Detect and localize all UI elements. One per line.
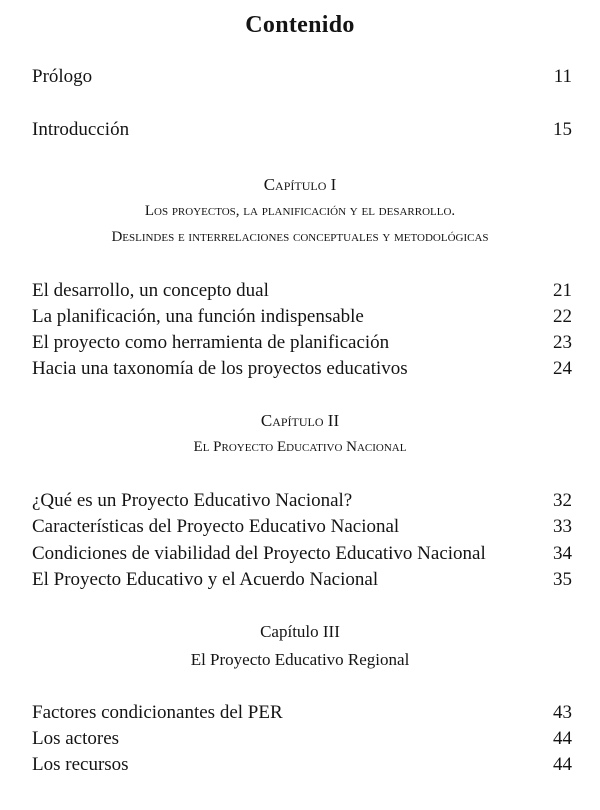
toc-entry-label: Introducción xyxy=(32,119,130,140)
toc-entry-label: Los actores xyxy=(32,728,120,749)
toc-entry-page: 33 xyxy=(553,516,572,537)
toc-entry-page: 34 xyxy=(553,543,572,564)
toc-entry-label: Factores condicionantes del PER xyxy=(32,702,283,723)
toc-entry-introduccion xyxy=(32,119,572,143)
toc-entry-page: 35 xyxy=(553,569,572,590)
toc-entry-page: 32 xyxy=(553,490,572,511)
toc-entry xyxy=(32,306,572,330)
toc-entry xyxy=(32,358,572,382)
toc-entry-page: 44 xyxy=(553,754,572,775)
chapter-1-heading: Capítulo I xyxy=(263,175,337,194)
toc-entry-label: ¿Qué es un Proyecto Educativo Nacional? xyxy=(32,490,353,511)
toc-entry xyxy=(32,702,572,726)
toc-entry xyxy=(32,543,572,567)
toc-entry xyxy=(32,490,572,514)
toc-entry-label: Características del Proyecto Educativo Nacional xyxy=(32,516,400,537)
chapter-2-heading: Capítulo II xyxy=(260,411,340,430)
toc-entry xyxy=(32,754,572,778)
toc-entry-page: 44 xyxy=(553,728,572,749)
toc-entry-page: 22 xyxy=(553,306,572,327)
toc-entry xyxy=(32,516,572,540)
chapter-1-subtitle-line-2: Deslindes e interrelaciones conceptuales y metodológicas xyxy=(111,229,489,245)
toc-entry-prologo xyxy=(32,66,572,90)
chapter-3-heading: Capítulo III xyxy=(260,622,340,641)
toc-entry-label: El desarrollo, un concepto dual xyxy=(32,280,269,301)
toc-entry xyxy=(32,569,572,593)
chapter-1-subtitle-line-1: Los proyectos, la planificación y el desarrollo. xyxy=(144,203,456,219)
toc-entry-label: El proyecto como herramienta de planificación xyxy=(32,332,390,353)
toc-entry-label: Prólogo xyxy=(32,66,93,87)
toc-entry-label: Hacia una taxonomía de los proyectos educativos xyxy=(32,358,408,379)
toc-entry xyxy=(32,332,572,356)
toc-entry-page: 43 xyxy=(553,702,572,723)
toc-entry-page: 21 xyxy=(553,280,572,301)
toc-entry-page: 23 xyxy=(553,332,572,353)
toc-entry xyxy=(32,280,572,304)
page-title: Contenido xyxy=(245,12,355,38)
toc-entry-label: Condiciones de viabilidad del Proyecto Educativo Nacional xyxy=(32,543,486,564)
toc-entry-page: 11 xyxy=(553,66,572,87)
toc-entry-label: Los recursos xyxy=(32,754,129,775)
toc-entry-label: El Proyecto Educativo y el Acuerdo Nacional xyxy=(32,569,379,590)
chapter-3-subtitle: El Proyecto Educativo Regional xyxy=(190,650,410,669)
toc-entry-page: 24 xyxy=(553,358,572,379)
toc-entry-label: La planificación, una función indispensable xyxy=(32,306,364,327)
chapter-2-subtitle: El Proyecto Educativo Nacional xyxy=(193,439,407,455)
toc-entry-page: 15 xyxy=(553,119,572,140)
toc-entry xyxy=(32,728,572,752)
